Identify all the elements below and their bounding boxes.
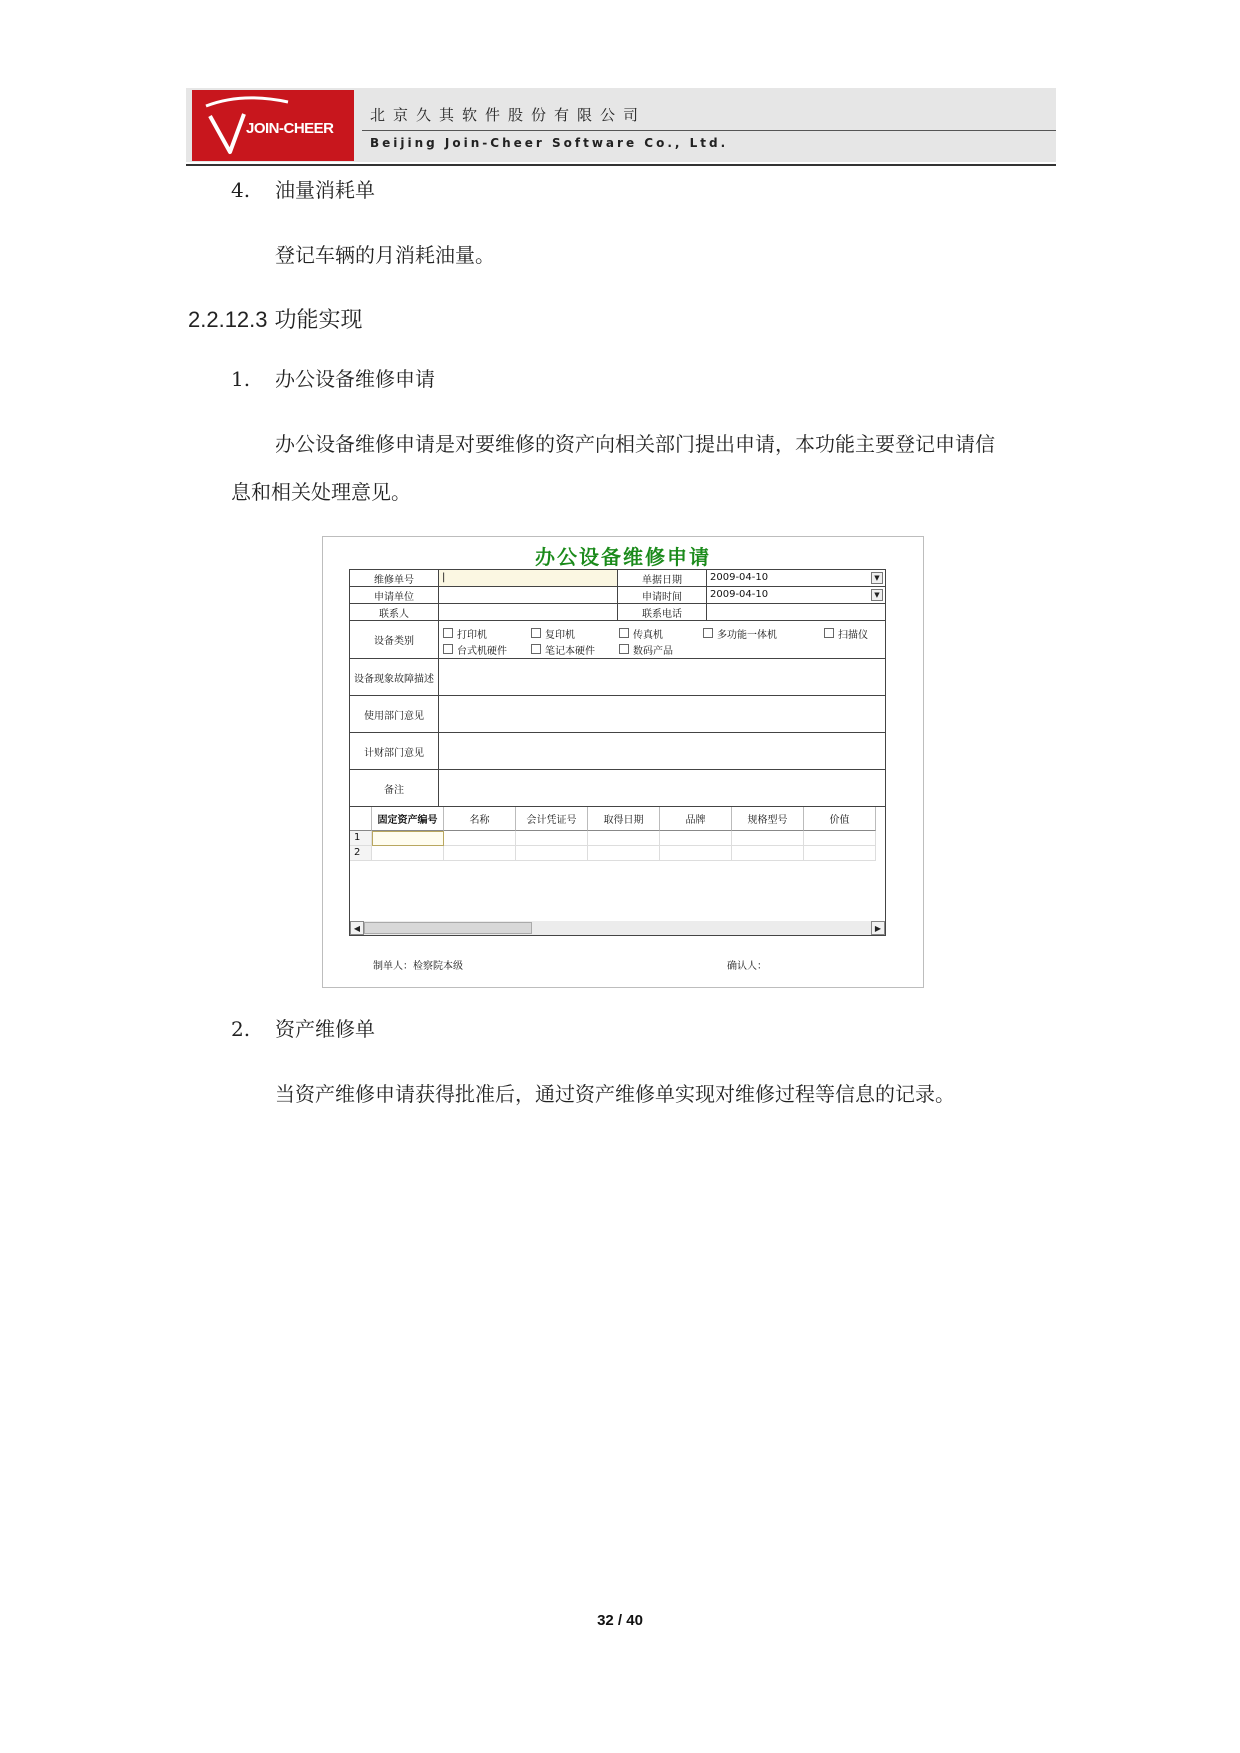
item2-number: 2. (231, 1017, 251, 1041)
phone-label: 联系电话 (617, 603, 707, 621)
item1-description-line1: 办公设备维修申请是对要维修的资产向相关部门提出申请，本功能主要登记申请信 (275, 432, 995, 456)
grid-header-model[interactable]: 规格型号 (732, 807, 804, 831)
checkbox-multifunction[interactable] (703, 628, 713, 638)
grid-cell[interactable] (588, 831, 660, 846)
asset-grid (349, 806, 886, 936)
checkbox-printer[interactable] (443, 628, 453, 638)
category-fax: 传真机 (633, 630, 663, 641)
grid-cell[interactable] (444, 831, 516, 846)
apply-unit-label: 申请单位 (349, 586, 439, 604)
item2-description: 当资产维修申请获得批准后，通过资产维修单实现对维修过程等信息的记录。 (275, 1082, 955, 1106)
doc-date-input[interactable]: 2009-04-10 (706, 569, 886, 587)
confirm-label: 确认人： (727, 961, 767, 972)
grid-row-number: 2 (350, 846, 372, 861)
grid-cell-selected[interactable] (372, 831, 444, 846)
category-scanner: 扫描仪 (838, 630, 868, 641)
grid-cell[interactable] (660, 846, 732, 861)
form-title: 办公设备维修申请 (535, 545, 711, 569)
grid-cell[interactable] (372, 846, 444, 861)
grid-cell[interactable] (588, 846, 660, 861)
dept-opinion-label: 使用部门意见 (349, 695, 439, 733)
dept-opinion-input[interactable] (438, 695, 886, 733)
category-label: 设备类别 (349, 620, 439, 659)
fault-description-label: 设备现象故障描述 (349, 658, 439, 696)
phone-input[interactable] (706, 603, 886, 621)
item2-title: 资产维修单 (275, 1017, 375, 1041)
grid-cell[interactable] (804, 846, 876, 861)
checkbox-digital-products[interactable] (619, 644, 629, 654)
category-desktop-hardware: 台式机硬件 (457, 646, 507, 657)
category-multifunction: 多功能一体机 (717, 630, 777, 641)
repair-no-input[interactable]: | (438, 569, 618, 587)
contact-label: 联系人 (349, 603, 439, 621)
section-title: 功能实现 (274, 308, 363, 333)
grid-header-asset-no[interactable]: 固定资产编号 (372, 807, 444, 831)
item4-title: 油量消耗单 (275, 178, 375, 202)
section-number: 2.2.12.3 (188, 307, 268, 332)
category-printer: 打印机 (457, 630, 487, 641)
company-name-cn: 北京久其软件股份有限公司 (370, 106, 647, 124)
logo-text: JOIN-CHEER (246, 120, 334, 137)
grid-header-name[interactable]: 名称 (444, 807, 516, 831)
checkbox-laptop-hardware[interactable] (531, 644, 541, 654)
grid-corner (350, 807, 372, 831)
header-rule (186, 164, 1056, 166)
grid-cell[interactable] (516, 846, 588, 861)
company-name-en: Beijing Join-Cheer Software Co., Ltd. (370, 136, 729, 150)
item4-description: 登记车辆的月消耗油量。 (275, 243, 495, 267)
category-laptop-hardware: 笔记本硬件 (545, 646, 595, 657)
apply-unit-input[interactable] (438, 586, 618, 604)
doc-date-label: 单据日期 (617, 569, 707, 587)
doc-date-dropdown-icon[interactable]: ▼ (871, 572, 883, 584)
grid-header-acquire-date[interactable]: 取得日期 (588, 807, 660, 831)
grid-cell[interactable] (804, 831, 876, 846)
grid-cell[interactable] (732, 831, 804, 846)
scroll-right-icon[interactable]: ▶ (871, 921, 885, 935)
checkbox-copier[interactable] (531, 628, 541, 638)
form-screenshot (322, 536, 924, 988)
contact-input[interactable] (438, 603, 618, 621)
grid-header-voucher-no[interactable]: 会计凭证号 (516, 807, 588, 831)
grid-row-number: 1 (350, 831, 372, 846)
checkbox-fax[interactable] (619, 628, 629, 638)
section-heading (188, 305, 363, 336)
item1-description-line2: 息和相关处理意见。 (231, 480, 411, 504)
maker-label: 制单人：检察院本级 (373, 961, 463, 972)
scroll-left-icon[interactable]: ◀ (350, 921, 364, 935)
finance-opinion-input[interactable] (438, 732, 886, 770)
category-digital-products: 数码产品 (633, 646, 673, 657)
grid-header-value[interactable]: 价值 (804, 807, 876, 831)
item1-number: 1. (231, 367, 251, 391)
scrollbar-thumb[interactable] (364, 922, 532, 934)
item4-number: 4. (231, 178, 251, 202)
checkbox-desktop-hardware[interactable] (443, 644, 453, 654)
grid-cell[interactable] (660, 831, 732, 846)
grid-cell[interactable] (516, 831, 588, 846)
checkbox-scanner[interactable] (824, 628, 834, 638)
finance-opinion-label: 计财部门意见 (349, 732, 439, 770)
repair-no-label: 维修单号 (349, 569, 439, 587)
grid-header-brand[interactable]: 品牌 (660, 807, 732, 831)
page-number: 32 / 40 (597, 1612, 643, 1629)
fault-description-input[interactable] (438, 658, 886, 696)
apply-time-dropdown-icon[interactable]: ▼ (871, 589, 883, 601)
header-divider (362, 130, 1056, 131)
remark-label: 备注 (349, 769, 439, 807)
item1-title: 办公设备维修申请 (275, 367, 435, 391)
category-copier: 复印机 (545, 630, 575, 641)
remark-input[interactable] (438, 769, 886, 807)
grid-cell[interactable] (732, 846, 804, 861)
grid-cell[interactable] (444, 846, 516, 861)
apply-time-input[interactable]: 2009-04-10 (706, 586, 886, 604)
apply-time-label: 申请时间 (617, 586, 707, 604)
